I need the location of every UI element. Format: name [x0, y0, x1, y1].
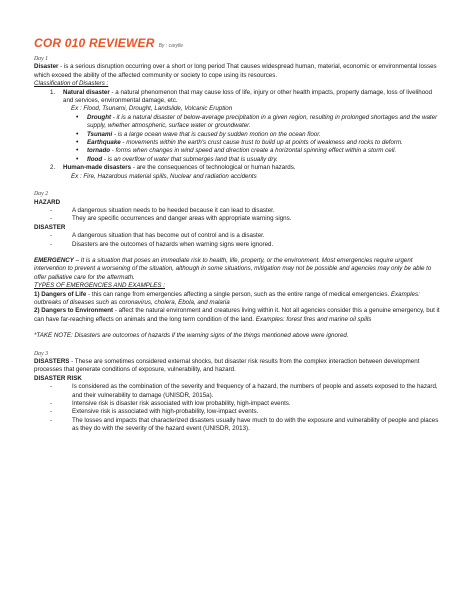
take-note: *TAKE NOTE: Disasters are outcomes of hazards if the warning signs of the things mentioned above were ignored. — [34, 332, 349, 340]
natural-disaster-term: Natural disaster — [63, 88, 110, 96]
natural-disaster-item: 1. Natural disaster - a natural phenomenon that may cause loss of life, injury or other health impacts, property damage, loss of livelihood and services, environmental damage, etc. — [50, 88, 433, 105]
document-title: COR 010 REVIEWER — [34, 36, 155, 50]
emergency-type-2: 2) Dangers to Environment - affect the natural environment and creatures living within it. Not all agencies consider this a genuine emergency, but it can have far-reaching effects on animals and the long term condition of the land. Examples: forest fires and marine oil spills — [34, 307, 440, 323]
document-body — [34, 55, 444, 434]
list-item: • Tsunami - is a large ocean wave that is caused by sudden motion on the ocean floor. — [76, 130, 321, 138]
day-2-label: Day 2 — [34, 191, 49, 198]
list-item: • tornado - forms when changes in wind speed and direction create a horizontal spinning effect within a storm cell. — [76, 147, 397, 155]
human-made-example: Ex : Fire, Hazardous material spills, Nuclear and radiation accidents — [71, 172, 257, 180]
list-item: - Intensive risk is disaster risk associated with low probability, high-impact events. — [50, 400, 291, 408]
emergency-definition: EMERGENCY – It is a situation that poses an immediate risk to health, life, property, or the environment. Most emergencies require urgent intervention to prevent a worsening of the situation, although in some situations, mitigation may not be possible and agencies may only be able to offer palliative care for the aftermath. — [34, 256, 432, 281]
list-item: - Extensive risk is associated with high-probability, low-impact events. — [50, 408, 259, 416]
disaster-definition: Disaster - is a serious disruption occurring over a short or long period That causes widespread human, material, economic or environmental losses which exceed the ability of the affected community or society to cope using its resources. — [34, 63, 437, 79]
list-item: • flood - is an overflow of water that submerges land that is usually dry. — [76, 155, 278, 163]
list-item: - The losses and impacts that characterized disasters usually have much to do with the exposure and vulnerability of people and places as they do with the severity of the hazard event (UNISDR, 2013). — [50, 416, 439, 433]
classification-heading: Classification of Disasters : — [34, 80, 109, 88]
disasters-definition: DISASTERS - These are sometimes considered external shocks, but disaster risk results from the complex interaction between development processes that generate conditions of exposure, vulnerability, and hazard. — [34, 358, 420, 374]
disasters-term: DISASTERS — [34, 358, 70, 365]
disaster-heading: DISASTER — [34, 223, 66, 231]
emergency-type-1: 1) Dangers of Life - this can range from emergencies affecting a single person, such as the entire range of medical emergencies. Examples: outbreaks of diseases such as coronavirus, cholera, Ebola, and malaria — [34, 290, 420, 306]
list-item: • Drought - it is a natural disaster of below-average precipitation in a given region, resulting in prolonged shortages and the water supply, whether atmospheric, surface water or groundwater. — [76, 113, 438, 130]
natural-disaster-example: Ex : Flood, Tsunami, Drought, Landslide, Volcanic Eruption — [71, 105, 233, 113]
disaster-term: Disaster — [34, 63, 59, 71]
types-heading: TYPES OF EMERGENCIES AND EXAMPLES : — [34, 282, 166, 290]
hazard-heading: HAZARD — [34, 198, 61, 206]
byline: By : carylle — [158, 43, 184, 49]
title-row — [34, 36, 183, 50]
disaster-risk-heading: DISASTER RISK — [34, 374, 82, 382]
human-made-term: Human-made disasters — [63, 164, 132, 172]
list-item: - A dangerous situation needs to be heeded because it can lead to disaster. — [50, 206, 275, 214]
human-made-disaster-item: 2. Human-made disasters - are the consequences of technological or human hazards. — [50, 164, 296, 172]
list-item: - They are specific occurrences and danger areas with appropriate warning signs. — [50, 215, 292, 223]
list-item: - Disasters are the outcomes of hazards when warning signs were ignored. — [50, 240, 274, 248]
list-item: - A dangerous situation that has become out of control and is a disaster. — [50, 232, 265, 240]
day-1-label: Day 1 — [34, 56, 49, 62]
list-item: • Earthquake - movements within the earth's crust cause trust to build up at points of weakness and rocks to deform. — [76, 139, 403, 147]
list-item: - Is considered as the combination of the severity and frequency of a hazard, the numbers of people and assets exposed to the hazard, and their vulnerability to damage (UNISDR, 2015a). — [50, 383, 438, 399]
emergency-term: EMERGENCY — [34, 256, 74, 264]
day-3-label: Day 3 — [34, 350, 49, 357]
